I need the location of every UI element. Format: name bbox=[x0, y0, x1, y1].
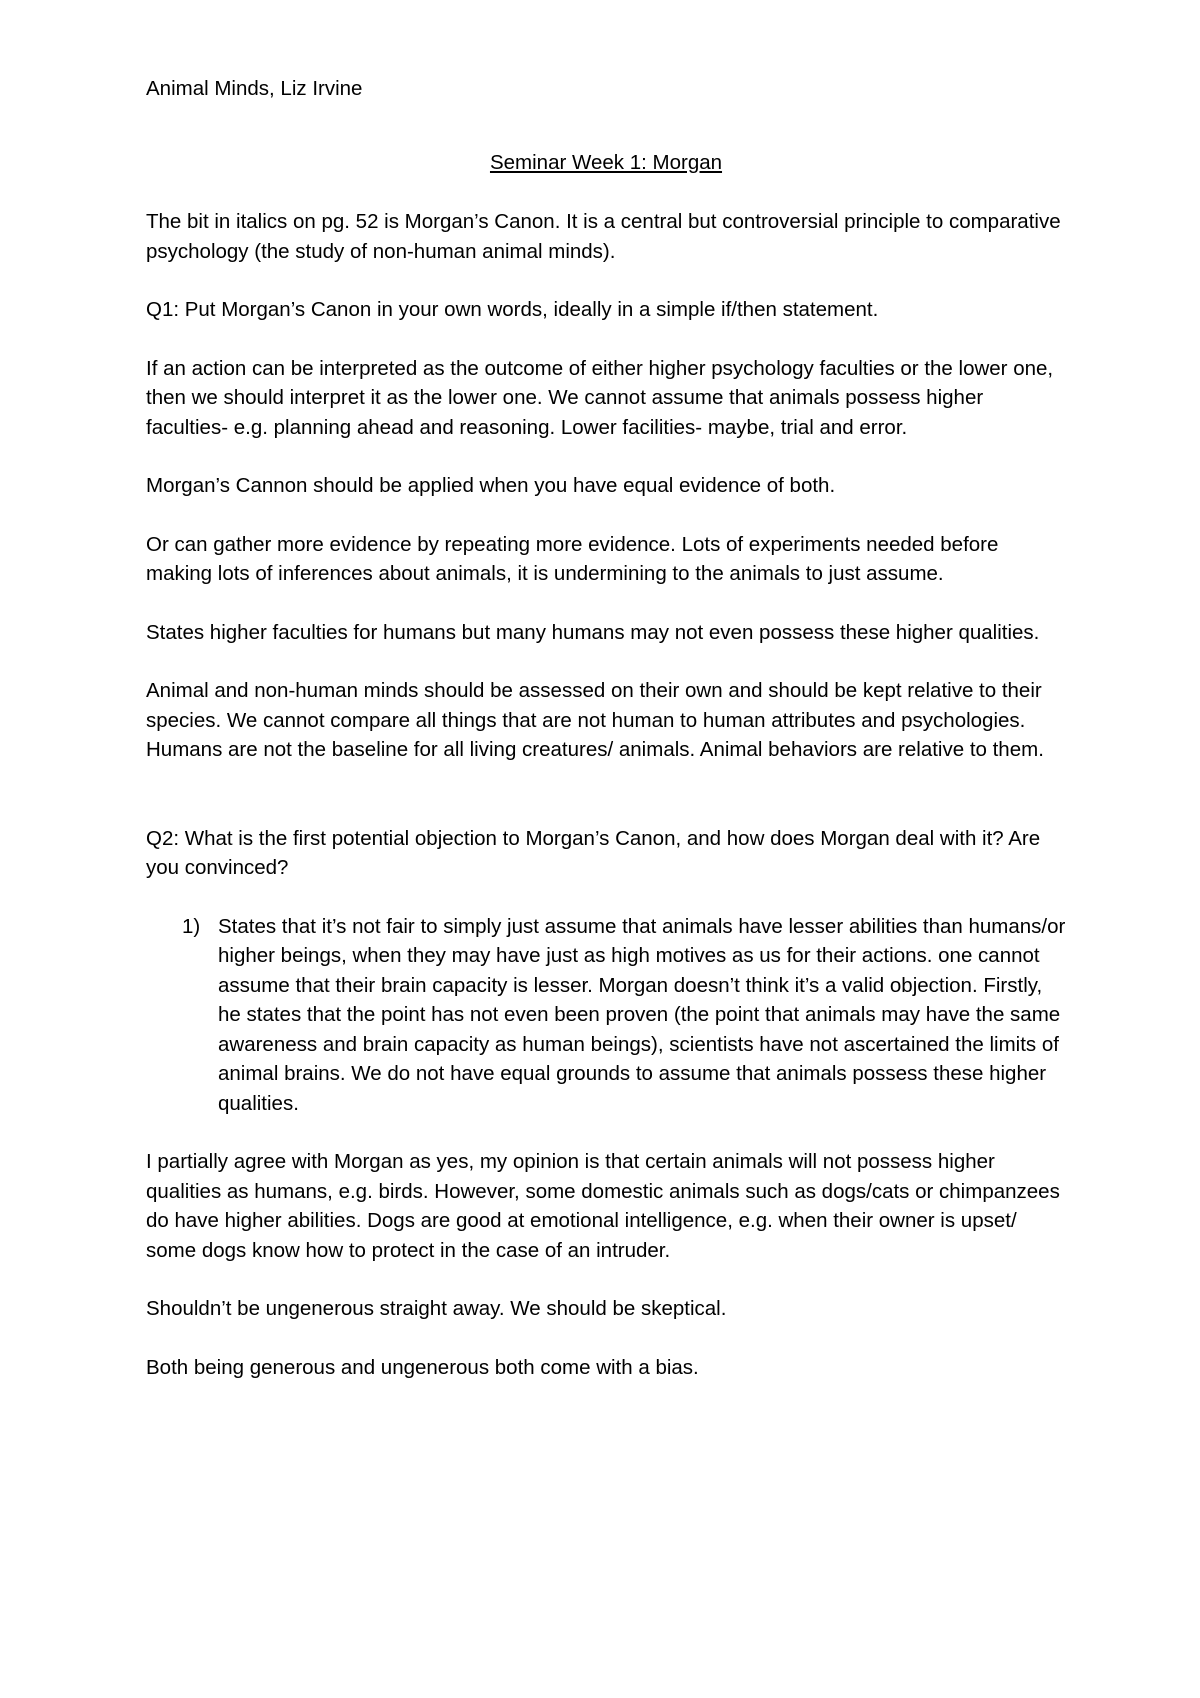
list-item bbox=[146, 912, 1066, 1119]
q1-answer-paragraph: Animal and non-human minds should be assessed on their own and should be kept relative to their species. We cannot compare all things that are not human to human attributes and psychologies. Humans are not the baseline for all living creatures/ animals. Animal behaviors are relative to them. bbox=[146, 679, 1044, 761]
list-item-number: 1) bbox=[182, 914, 201, 938]
q1-answer-paragraph: If an action can be interpreted as the outcome of either higher psychology faculties or the lower one, then we should interpret it as the lower one. We cannot assume that animals possess higher faculties- e.g. planning ahead and reasoning. Lower facilities- maybe, trial and error. bbox=[146, 356, 1054, 439]
q2-answer-paragraph: Both being generous and ungenerous both come with a bias. bbox=[146, 1355, 699, 1379]
q1-answer-paragraph: Or can gather more evidence by repeating more evidence. Lots of experiments needed before making lots of inferences about animals, it is undermining to the animals to just assume. bbox=[146, 532, 999, 585]
q2-answer-paragraph: I partially agree with Morgan as yes, my opinion is that certain animals will not possess higher qualities as humans, e.g. birds. However, some domestic animals such as dogs/cats or chimpanzees do have higher abilities. Dogs are good at emotional intelligence, e.g. when their owner is upset/ some dogs know how to protect in the case of an intruder. bbox=[146, 1150, 1060, 1262]
document-body bbox=[146, 74, 1066, 1411]
document-title: Seminar Week 1: Morgan bbox=[489, 150, 723, 174]
q2-question: Q2: What is the first potential objection to Morgan’s Canon, and how does Morgan deal with it? Are you convinced? bbox=[146, 826, 1041, 879]
list-item-text: States that it’s not fair to simply just assume that animals have lesser abilities than humans/or higher beings, when they may have just as high motives as us for their actions. one cannot assume that their brain capacity is lesser. Morgan doesn’t think it’s a valid objection. Firstly, he states that the point has not even been proven (the point that animals may have the same awareness and brain capacity as human beings), scientists have not ascertained the limits of animal brains. We do not have equal grounds to assume that animals possess these higher qualities. bbox=[218, 914, 1066, 1115]
document-header: Animal Minds, Liz Irvine bbox=[146, 77, 363, 100]
intro-paragraph: The bit in italics on pg. 52 is Morgan’s Canon. It is a central but controversial principle to comparative psychology (the study of non-human animal minds). bbox=[146, 210, 1061, 263]
blank-line bbox=[146, 794, 1066, 824]
q2-numbered-list bbox=[146, 912, 1066, 1119]
q2-answer-paragraph: Shouldn’t be ungenerous straight away. We should be skeptical. bbox=[146, 1297, 727, 1320]
q1-question: Q1: Put Morgan’s Canon in your own words, ideally in a simple if/then statement. bbox=[146, 298, 879, 321]
q1-answer-paragraph: Morgan’s Cannon should be applied when you have equal evidence of both. bbox=[146, 474, 836, 497]
q1-answer-paragraph: States higher faculties for humans but many humans may not even possess these higher qualities. bbox=[146, 620, 1040, 644]
